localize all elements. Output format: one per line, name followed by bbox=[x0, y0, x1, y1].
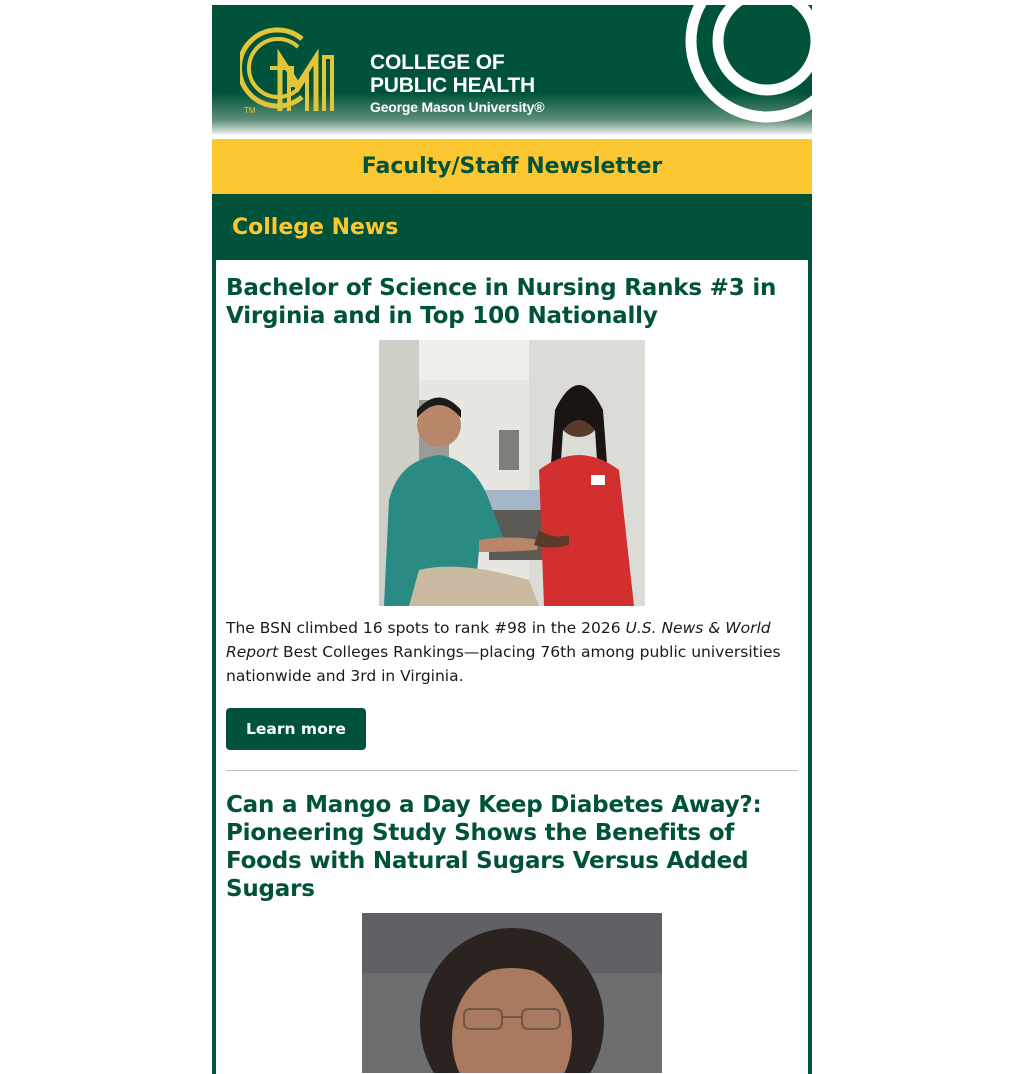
newsletter-banner: Faculty/Staff Newsletter bbox=[212, 139, 812, 194]
nursing-students-photo[interactable] bbox=[379, 340, 645, 606]
svg-text:TM: TM bbox=[244, 106, 256, 115]
article-body bbox=[226, 616, 798, 688]
article-title[interactable]: Can a Mango a Day Keep Diabetes Away?: Pioneering Study Shows the Benefits of Foods with Natural Sugars Versus Added Sugars bbox=[226, 792, 762, 902]
article bbox=[226, 274, 798, 771]
university-name: George Mason University® bbox=[370, 99, 545, 115]
content-area bbox=[212, 260, 812, 1074]
header bbox=[212, 5, 812, 134]
article-body-text-cont: Best Colleges Rankings—placing 76th among public universities nationwide and 3rd in Virginia. bbox=[226, 643, 781, 685]
college-name-line1: COLLEGE OF bbox=[370, 51, 505, 74]
learn-more-button[interactable]: Learn more bbox=[226, 708, 366, 750]
publication-name: U.S. News & World Report bbox=[226, 619, 771, 661]
newsletter bbox=[212, 5, 812, 1074]
researcher-portrait-photo[interactable] bbox=[362, 913, 662, 1073]
article-body-text: The BSN climbed 16 spots to rank #98 in the 2026 bbox=[226, 619, 626, 637]
ring-decoration-icon bbox=[682, 5, 812, 134]
section-title: College News bbox=[212, 194, 812, 260]
article-divider bbox=[226, 770, 798, 771]
college-name-line2: PUBLIC HEALTH bbox=[370, 74, 536, 97]
gm-logo-icon bbox=[240, 23, 360, 118]
article bbox=[226, 791, 798, 1073]
article-title[interactable]: Bachelor of Science in Nursing Ranks #3 in Virginia and in Top 100 Nationally bbox=[226, 275, 777, 329]
